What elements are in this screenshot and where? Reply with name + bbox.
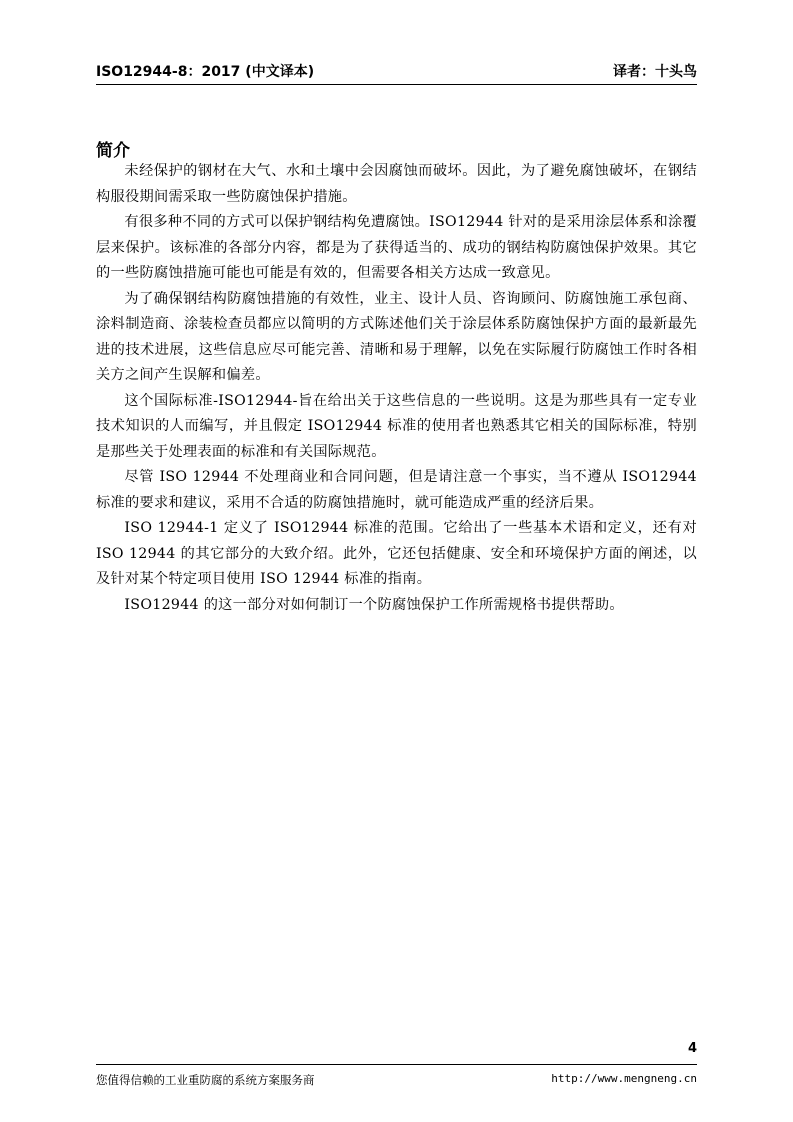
- header-divider: [96, 84, 697, 85]
- introduction-body: [96, 159, 697, 618]
- paragraph: 有很多种不同的方式可以保护钢结构免遭腐蚀。ISO12944 针对的是采用涂层体系和涂覆层来保护。该标准的各部分内容，都是为了获得适当的、成功的钢结构防腐蚀保护效果。其它的一些防腐蚀措施可能也可能是有效的，但需要各相关方达成一致意见。: [96, 214, 697, 281]
- paragraph: 这个国际标准-ISO12944-旨在给出关于这些信息的一些说明。这是为那些具有一定专业技术知识的人而编写，并且假定 ISO12944 标准的使用者也熟悉其它相关的国际标准，特别是那些关于处理表面的标准和有关国际规范。: [96, 392, 697, 460]
- paragraph: ISO12944 的这一部分对如何制订一个防腐蚀保护工作所需规格书提供帮助。: [124, 596, 624, 613]
- footer-divider: [96, 1064, 697, 1065]
- paragraph: 尽管 ISO 12944 不处理商业和合同问题，但是请注意一个事实，当不遵从 ISO12944 标准的要求和建议，采用不合适的防腐蚀措施时，就可能造成严重的经济后果。: [96, 469, 697, 511]
- translator-credit: 译者：十头鸟: [613, 64, 697, 80]
- page-footer: [96, 1072, 697, 1088]
- paragraph: ISO 12944-1 定义了 ISO12944 标准的范围。它给出了一些基本术语和定义，还有对 ISO 12944 的其它部分的大致介绍。此外，它还包括健康、安全和环境保护方面的阐述，以及针对某个特定项目使用 ISO 12944 标准的指南。: [96, 520, 697, 587]
- footer-url-link[interactable]: http://www.mengneng.cn: [551, 1072, 697, 1085]
- document-title: ISO12944-8：2017 (中文译本): [96, 64, 315, 80]
- page-header: [96, 57, 697, 81]
- page-number: 4: [687, 1041, 697, 1056]
- paragraph: 未经保护的钢材在大气、水和土壤中会因腐蚀而破坏。因此，为了避免腐蚀破坏，在钢结构服役期间需采取一些防腐蚀保护措施。: [96, 163, 697, 205]
- section-heading: 简介: [96, 141, 130, 161]
- paragraph: 为了确保钢结构防腐蚀措施的有效性，业主、设计人员、咨询顾问、防腐蚀施工承包商、涂料制造商、涂装检查员都应以简明的方式陈述他们关于涂层体系防腐蚀保护方面的最新最先进的技术进展，这些信息应尽可能完善、清晰和易于理解，以免在实际履行防腐蚀工作时各相关方之间产生误解和偏差。: [96, 290, 697, 383]
- footer-slogan: 您值得信赖的工业重防腐的系统方案服务商: [96, 1073, 315, 1087]
